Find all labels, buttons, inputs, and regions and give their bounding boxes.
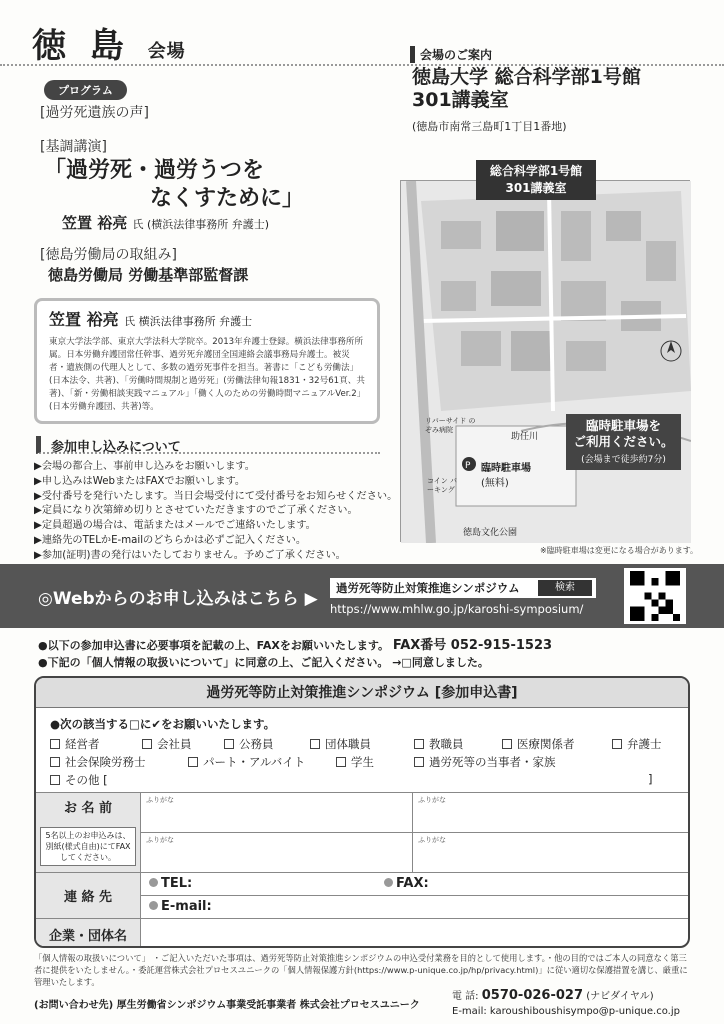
web-application-bar (0, 564, 724, 628)
checkbox[interactable] (50, 757, 60, 767)
checkbox[interactable] (336, 757, 346, 767)
checkbox[interactable] (414, 757, 424, 767)
bio-name: 笠置 裕亮 氏 横浜法律事務所 弁護士 (49, 310, 253, 329)
name-note: 5名以上のお申込みは、別紙(様式自由)にてFAXしてください。 (36, 820, 140, 872)
search-button[interactable]: 検索 (538, 580, 592, 596)
parking-map-label: 臨時駐車場 (無料) (481, 463, 531, 489)
keynote-title-1: 「過労死・過労うつを (44, 158, 265, 183)
checkbox[interactable] (414, 739, 424, 749)
instruction-fax: ●以下の参加申込書に必要事項を記載の上、FAXをお願いいたします。 FAX番号 052-915-1523 (38, 638, 553, 653)
speaker-bio (34, 298, 380, 424)
tel-field[interactable]: TEL: (140, 872, 690, 895)
hospital-label: リバーサイド のぞみ病院 (425, 417, 476, 434)
park-label: 徳島文化公園 (463, 528, 518, 538)
checkbox[interactable] (224, 739, 234, 749)
bereaved-label: [過労死遺族の声] (40, 105, 149, 121)
note-item: ▶参加(証明)書の発行はいたしておりません。予めご了承ください。 (34, 549, 346, 561)
parking-callout: 臨時駐車場を ご利用ください。 (会場まで徒歩約7分) (566, 414, 681, 470)
checkbox[interactable] (142, 739, 152, 749)
svg-text:P: P (465, 461, 471, 471)
application-form: 過労死等防止対策推進シンポジウム [参加申込書] ●次の該当する□に✔をお願いいたします。 経営者 会社員 公務員 団体職員 教職員 医療関係者 弁護士 社会保険労務士 パート・アルバイト 学生 過労死等の当事者・家族 その他 [ ] お 名 前 5名以上のお申込みは、別紙(様式自由)にてFAXしてください。 ふりがな ふりがな ふりがな ふりがな 連 絡 先 TEL: FAX: E-mail: 企業・団体名 (34, 676, 690, 948)
name-label: お 名 前 (36, 792, 140, 820)
inquiry: (お問い合わせ先) 厚生労働省シンポジウム事業受託事業者 株式会社プロセスユニーク (34, 1000, 420, 1011)
name-field-1[interactable]: ふりがな (140, 792, 412, 832)
application-heading: 参加申し込みについて (36, 436, 380, 454)
other-close: ] (648, 772, 653, 786)
checkbox[interactable] (188, 757, 198, 767)
guide-label: 会場のご案内 (410, 46, 492, 63)
application-notes (34, 460, 404, 564)
keynote-title-2: なくすために」 (150, 186, 305, 211)
labor-label: [徳島労働局の取組み] (40, 247, 177, 263)
company-field[interactable] (140, 918, 690, 948)
qr-code-icon (624, 568, 686, 624)
email-field[interactable]: E-mail: (140, 895, 690, 918)
instruction-consent: ●下記の「個人情報の取扱いについて」に同意の上、ご記入ください。 →□同意しました。 (38, 656, 489, 669)
web-label: ◎Webからのお申し込みはこちら ▶ (38, 589, 318, 609)
note-item: ▶会場の都合上、事前申し込みをお願いします。 (34, 461, 255, 472)
map-note: ※臨時駐車場は変更になる場合があります。 (540, 546, 699, 555)
campus-map (400, 180, 690, 542)
checkbox[interactable] (50, 739, 60, 749)
coin-parking-label: コイン パーキング (427, 477, 458, 494)
contact-label: 連 絡 先 (36, 872, 140, 918)
note-item: ▶受付番号を発行いたします。当日会場受付にて受付番号をお知らせください。 (34, 490, 398, 502)
web-url[interactable]: https://www.mhlw.go.jp/karoshi-symposium/ (330, 602, 584, 616)
venue-callout: 総合科学部1号館 301講義室 (476, 160, 596, 200)
venue-place: 徳島大学 総合科学部1号館 301講義室 (412, 66, 641, 111)
note-item: ▶申し込みはWebまたはFAXでお願いします。 (34, 475, 246, 487)
contact-info: 電 話: 0570-026-027 (ナビダイヤル) E-mail: karoushiboushisympo@p-unique.co.jp (452, 988, 680, 1017)
checkbox[interactable] (502, 739, 512, 749)
note-item: ▶定員になり次第締め切りとさせていただきますのでご了承ください。 (34, 505, 358, 517)
program-badge: プログラム (44, 80, 127, 100)
keynote-speaker: 笠置 裕亮 氏 (横浜法律事務所 弁護士) (62, 214, 270, 232)
note-item: ▶定員超過の場合は、電話またはメールでご連絡いたします。 (34, 520, 316, 532)
river-label: 助任川 (511, 432, 539, 442)
checkbox[interactable] (612, 739, 622, 749)
checkbox[interactable] (50, 775, 60, 785)
checkbox-row-1: 経営者 (50, 736, 100, 752)
check-prompt: ●次の該当する□に✔をお願いいたします。 (50, 717, 276, 731)
form-title: 過労死等防止対策推進シンポジウム [参加申込書] (36, 678, 688, 708)
venue-title: 徳 島 会場 (32, 26, 186, 66)
venue-address: (徳島市南常三島町1丁目1番地) (412, 120, 567, 133)
labor-speaker: 徳島労働局 労働基準部監督課 (48, 266, 249, 284)
search-box[interactable]: 過労死等防止対策推進シンポジウム (330, 578, 596, 598)
name-field-3[interactable]: ふりがな (140, 832, 412, 872)
checkbox[interactable] (310, 739, 320, 749)
note-item: ▶連絡先のTELかE-mailのどちらかは必ずご記入ください。 (34, 534, 307, 546)
name-field-2[interactable]: ふりがな (412, 792, 690, 832)
company-label: 企業・団体名 (36, 918, 140, 948)
bio-text: 東京大学法学部、東京大学法科大学院卒。2013年弁護士登録。横浜法律事務所所属。日本労働弁護団常任幹事、過労死弁護団全国連絡会議事務局弁護士。被災者・遺族側の代理人として、多数の過労死事件を担当。著書に「こども労働法」(日本法令、共著)、「労働時間規制と過労死」(労働法律旬報1831・32号61頁、共著)、「新・労働相談実践マニュアル」「働く人のための労働時間マニュアルVer.2」(日本労働弁護団、共著)等。 (49, 337, 365, 412)
keynote-label: [基調講演] (40, 139, 107, 155)
privacy-note: 「個人情報の取扱いについて」 ・ご記入いただいた事項は、過労死等防止対策推進シンポジウムの申込受付業務を目的として使用します。・他の目的ではご本人の同意なく第三者に提供をいたしません。・委託運営株式会社プロセスユニークの「個人情報保護方針(https://www.p-unique.co.jp/hp/privacy.html)」に従い適切な保護措置を講じ、厳重に管理いたします。 (34, 953, 688, 987)
name-field-4[interactable]: ふりがな (412, 832, 690, 872)
fax-field[interactable]: FAX: (376, 872, 690, 895)
